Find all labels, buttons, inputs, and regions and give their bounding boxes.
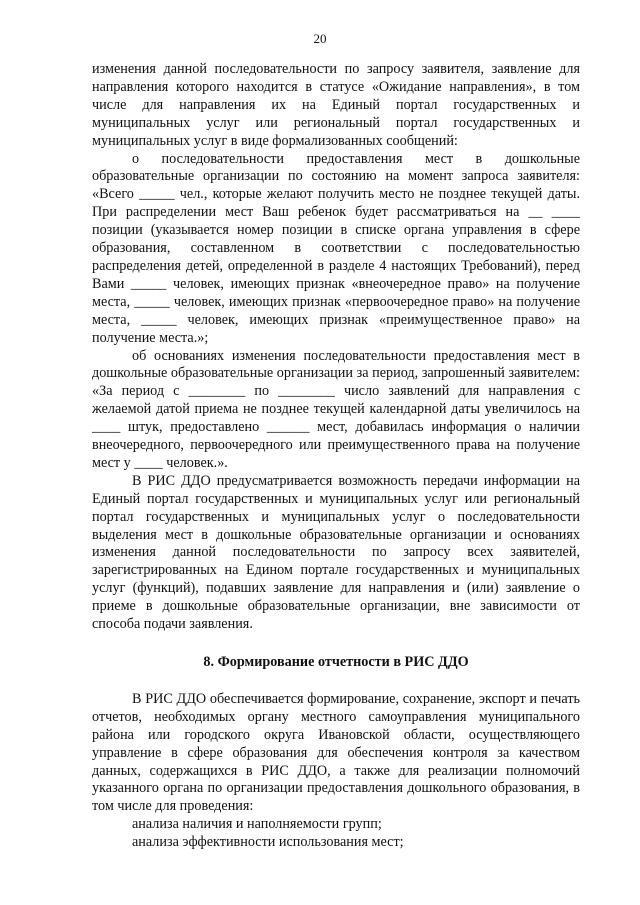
paragraph: В РИС ДДО обеспечивается формирование, сохранение, экспорт и печать отчетов, необходимых органу местного самоуправления муниципального района или городского округа Ивановской области, осуществляющего управление в сфере образования для обеспечения контроля за качеством данных, содержащихся в РИС ДДО, а также для реализации полномочий указанного органа по организации предоставления дошкольного образования, в том числе для проведения: — [92, 690, 580, 815]
paragraph: изменения данной последовательности по запросу заявителя, заявление для направления которого находится в статусе «Ожидание направления», в том числе для направления их на Единый портал государственных и муниципальных услуг или региональный портал государственных и муниципальных услуг в виде формализованных сообщений: — [92, 61, 580, 149]
section-heading: 8. Формирование отчетности в РИС ДДО — [203, 654, 469, 670]
page-number: 20 — [313, 31, 327, 46]
list-item: анализа эффективности использования мест; — [132, 834, 404, 851]
list-item: анализа наличия и наполняемости групп; — [132, 816, 382, 833]
paragraph: о последовательности предоставления мест в дошкольные образовательные организации по состоянию на момент запроса заявителя: «Всего _____ чел., которые желают получить место не позднее текущей даты. При распределении мест Ваш ребенок будет рассматриваться на __ ____ позиции (указывается номер позиции в списке органа управления в сфере образования, составленном в соответствии с последовательностью распределения детей, определенной в разделе 4 настоящих Требований), перед Вами _____ человек, имеющих признак «внеочередное право» на получение места, _____ человек, имеющих признак «первоочередное право» на получение места, _____ человек, имеющих признак «преимущественное право» на получение места.»; — [92, 150, 580, 346]
paragraph: об основаниях изменения последовательности предоставления мест в дошкольные образовательные организации за период, запрошенный заявителем: «За период с ________ по ________ число заявлений для направления с желаемой датой приема не позднее текущей календарной даты увеличилось на ____ штук, предоставлено ______ мест, добавилась информация о наличии внеочередного, первоочередного или преимущественного права на получение мест у ____ человек.». — [92, 347, 580, 471]
document-body — [92, 61, 580, 852]
paragraph: В РИС ДДО предусматривается возможность передачи информации на Единый портал государственных и муниципальных услуг или региональный портал государственных и муниципальных услуг о последовательности выделения мест в дошкольные образовательные организации и основаниях изменения данной последовательности по запросу всех заявителей, зарегистрированных на Едином портале государственных и муниципальных услуг (функций), подавших заявление для направления и (или) заявление о приеме в дошкольные образовательные организации, вне зависимости от способа подачи заявления. — [92, 472, 580, 633]
